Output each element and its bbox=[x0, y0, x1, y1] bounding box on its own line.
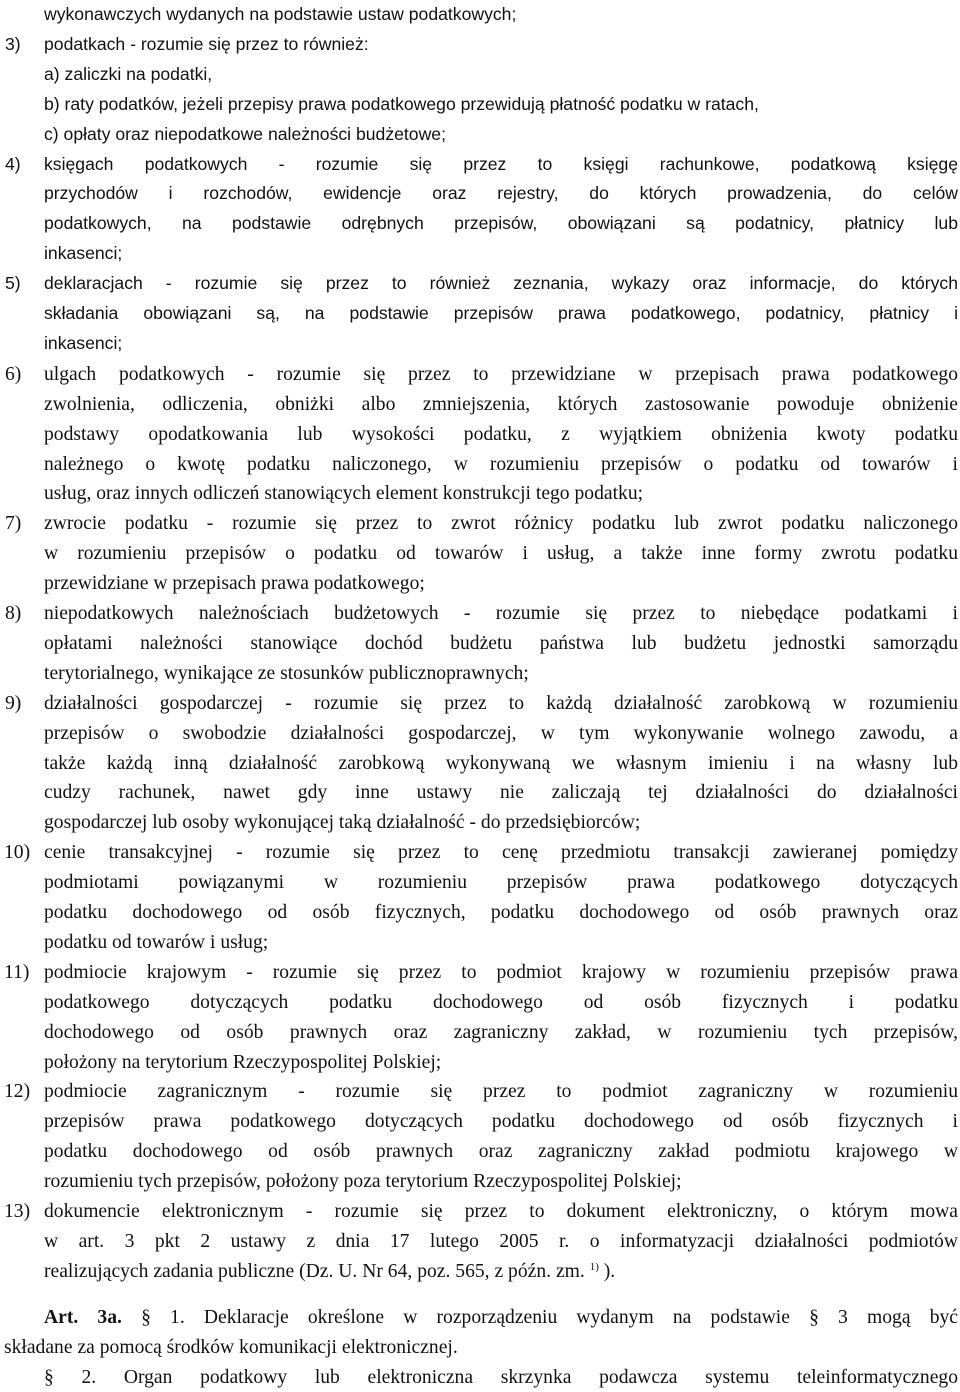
item-number: 13) bbox=[4, 1201, 31, 1222]
item-line: opłatami należności stanowiące dochód budżetu państwa lub budżetu jednostki samorządu bbox=[44, 633, 958, 654]
footnote-ref[interactable]: 1) bbox=[589, 1260, 599, 1273]
item-line: podatkowego dotyczących podatku dochodowego od osób fizycznych i podatku bbox=[44, 992, 958, 1013]
item-line: zwrocie podatku - rozumie się przez to zwrot różnicy podatku lub zwrot podatku naliczonego bbox=[44, 514, 958, 535]
item-line: przychodów i rozchodów, ewidencje oraz rejestry, do których prowadzenia, do celów bbox=[44, 185, 958, 204]
item-line: dokumencie elektronicznym - rozumie się przez to dokument elektroniczny, o którym mowa bbox=[44, 1202, 958, 1222]
subitem-line: b) raty podatków, jeżeli przepisy prawa podatkowego przewidują płatność podatku w ratach, bbox=[44, 93, 759, 114]
item-line: podatku dochodowego od osób fizycznych, podatku dochodowego od osób prawnych oraz bbox=[44, 903, 958, 923]
continuation-line: wykonawczych wydanych na podstawie ustaw podatkowych; bbox=[44, 4, 517, 24]
item-line: cenie transakcyjnej - rozumie się przez to cenę przedmiotu transakcji zawieranej pomiędzy bbox=[44, 843, 958, 864]
item-line: rozumieniu tych przepisów, położony poza terytorium Rzeczypospolitej Polskiej; bbox=[44, 1171, 682, 1193]
item-line: dochodowego od osób prawnych oraz zagraniczny zakład, w rozumieniu tych przepisów, bbox=[44, 1022, 958, 1043]
item-line: zwolnienia, odliczenia, obniżki albo zmniejszenia, których zastosowanie powoduje obniżenie bbox=[44, 394, 958, 415]
item-line: przepisów prawa podatkowego dotyczących podatku dochodowego od osób fizycznych i bbox=[44, 1112, 958, 1133]
item-line: niepodatkowych należnościach budżetowych - rozumie się przez to niebędące podatkami i bbox=[44, 604, 958, 624]
item-line: składania obowiązani są, na podstawie przepisów prawa podatkowego, podatnicy, płatnicy i bbox=[44, 305, 958, 323]
item-line: należnego o kwotę podatku naliczonego, w rozumieniu przepisów o podatku od towarów i bbox=[44, 454, 958, 475]
article-paragraph-1 bbox=[44, 1308, 958, 1332]
item-line: położony na terytorium Rzeczypospolitej Polskiej; bbox=[44, 1051, 442, 1073]
item-line: podatku dochodowego od osób prawnych oraz zagraniczny zakład podmiotu krajowego w bbox=[44, 1142, 958, 1163]
article-para1-text: § 1. Deklaracje określone w rozporządzeniu wydanym na podstawie § 3 mogą być bbox=[121, 1307, 958, 1328]
item-line: księgach podatkowych - rozumie się przez to księgi rachunkowe, podatkową księgę bbox=[44, 155, 958, 174]
item-line: podmiocie zagranicznym - rozumie się przez to podmiot zagraniczny w rozumieniu bbox=[44, 1082, 958, 1103]
article-label: Art. 3a. bbox=[44, 1307, 122, 1328]
item-line: działalności gospodarczej - rozumie się przez to każdą działalność zarobkową w rozumieniu bbox=[44, 693, 958, 714]
item-line: realizujących zadania publiczne (Dz. U. Nr 64, poz. 565, z późn. zm. $^{1)}$ ). bbox=[44, 1260, 616, 1282]
article-paragraph-1-cont: składane za pomocą środków komunikacji elektronicznej. bbox=[4, 1336, 458, 1358]
item-line: usług, oraz innych odliczeń stanowiących element konstrukcji tego podatku; bbox=[44, 483, 644, 505]
item-line: podmiocie krajowym - rozumie się przez to podmiot krajowy w rozumieniu przepisów prawa bbox=[44, 962, 958, 983]
item-number: 10) bbox=[4, 842, 31, 864]
item-line: podatku od towarów i usług; bbox=[44, 931, 269, 953]
item-line: cudzy rachunek, nawet gdy inne ustawy nie zaliczają tej działalności do działalności bbox=[44, 783, 958, 804]
item-line: inkasenci; bbox=[44, 243, 123, 264]
item-line: przepisów o swobodzie działalności gospodarczej, w tym wykonywanie wolnego zawodu, a bbox=[44, 723, 958, 744]
item-line: ulgach podatkowych - rozumie się przez to przewidziane w przepisach prawa podatkowego bbox=[44, 364, 958, 385]
item-line: podatkowych, na podstawie odrębnych przepisów, obowiązani są podatnicy, płatnicy lub bbox=[44, 215, 958, 234]
item-line: przewidziane w przepisach prawa podatkowego; bbox=[44, 573, 425, 595]
item-line: inkasenci; bbox=[44, 332, 123, 353]
item-line: także każdą inną działalność zarobkową wykonywaną we własnym imieniu i na własny lub bbox=[44, 753, 958, 774]
item-number: 6) bbox=[5, 363, 22, 385]
footnote-tail: ). bbox=[598, 1260, 616, 1282]
item-line: podmiotami powiązanymi w rozumieniu przepisów prawa podatkowego dotyczących bbox=[44, 873, 958, 894]
item-line: terytorialnego, wynikające ze stosunków publicznoprawnych; bbox=[44, 662, 529, 684]
item-line: podstawy opodatkowania lub wysokości podatku, z wyjątkiem obniżenia kwoty podatku bbox=[44, 424, 958, 445]
item-number: 7) bbox=[5, 513, 22, 535]
item-number: 5) bbox=[5, 273, 21, 294]
item-line: deklaracjach - rozumie się przez to również zeznania, wykazy oraz informacje, do których bbox=[44, 275, 958, 294]
subitem-line: a) zaliczki na podatki, bbox=[44, 63, 213, 84]
item-number: 4) bbox=[5, 153, 21, 174]
item-number: 12) bbox=[4, 1081, 31, 1103]
item-number: 9) bbox=[5, 692, 22, 714]
subitem-line: c) opłaty oraz niepodatkowe należności budżetowe; bbox=[44, 123, 446, 144]
item-line: podatkach - rozumie się przez to również: bbox=[44, 33, 369, 54]
item-number: 11) bbox=[4, 961, 30, 983]
item-number: 8) bbox=[5, 603, 22, 624]
item-line: w art. 3 pkt 2 ustawy z dnia 17 lutego 2005 r. o informatyzacji działalności podmiotów bbox=[44, 1231, 958, 1252]
item-line: gospodarczej lub osoby wykonującej taką działalność - do przedsiębiorców; bbox=[44, 812, 641, 834]
article-paragraph-2: § 2. Organ podatkowy lub elektroniczna skrzynka podawcza systemu teleinformatycznego bbox=[44, 1367, 958, 1388]
item-number: 3) bbox=[5, 33, 21, 54]
item-line: w rozumieniu przepisów o podatku od towarów i usług, a także inne formy zwrotu podatku bbox=[44, 544, 958, 565]
